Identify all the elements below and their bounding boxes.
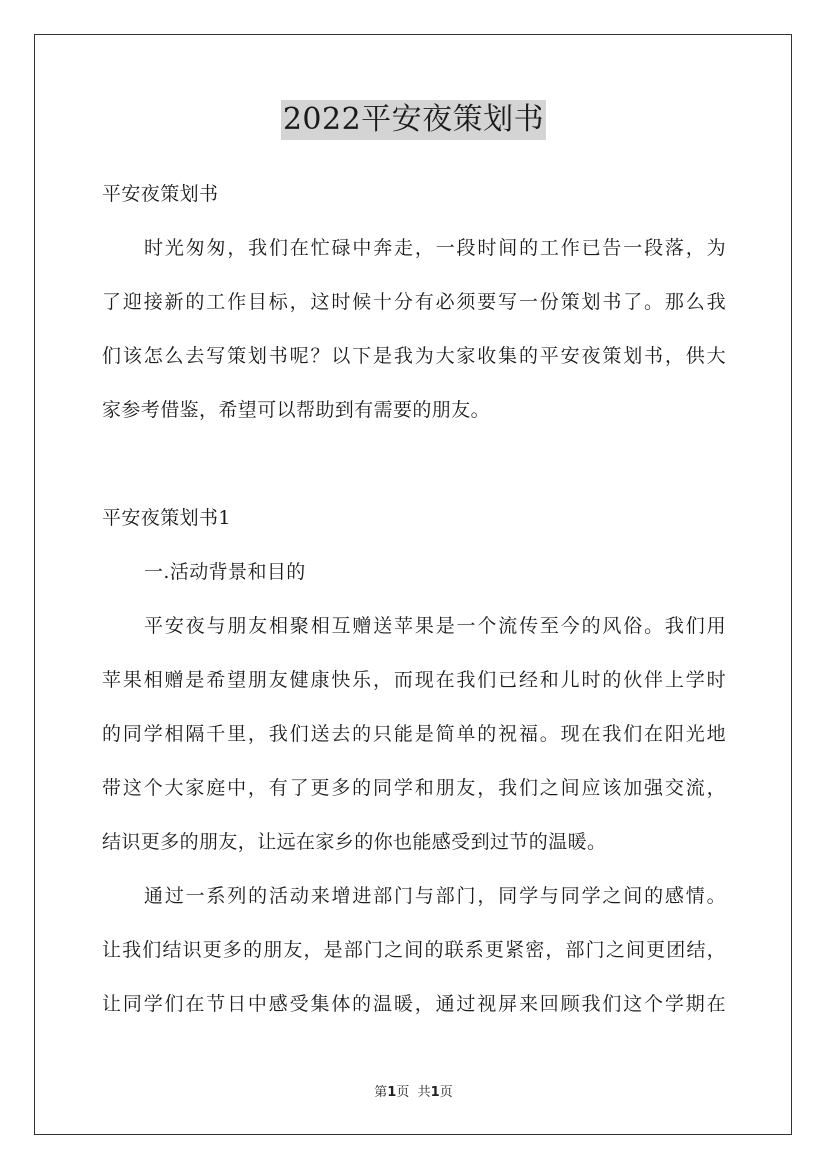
para2-line-1: 通过一系列的活动来增进部门与部门，同学与同学之间的感情。 (144, 885, 726, 907)
page-footer (0, 1084, 827, 1102)
para1-line-2: 苹果相赠是希望朋友健康快乐，而现在我们已经和儿时的伙伴上学时 (102, 669, 726, 691)
footer-page-number: 1 (387, 1085, 397, 1100)
document-title: 2022平安夜策划书 (281, 100, 546, 140)
footer-total-unit: 页 (439, 1085, 453, 1100)
para1-line-5: 结识更多的朋友，让远在家乡的你也能感受到过节的温暖。 (102, 831, 607, 853)
section-title-background: 一.活动背景和目的 (144, 561, 306, 583)
para1-line-4: 带这个大家庭中，有了更多的同学和朋友，我们之间应该加强交流， (102, 777, 726, 799)
intro-line-3: 们该怎么去写策划书呢？以下是我为大家收集的平安夜策划书，供大 (102, 345, 726, 367)
footer-total-prefix: 共 (417, 1085, 431, 1100)
para2-line-3: 让同学们在节日中感受集体的温暖，通过视屏来回顾我们这个学期在 (102, 993, 726, 1015)
intro-line-2: 了迎接新的工作目标，这时候十分有必须要写一份策划书了。那么我 (102, 291, 726, 313)
footer-total-number: 1 (430, 1085, 440, 1100)
footer-prefix: 第 (374, 1085, 388, 1100)
footer-page-unit: 页 (396, 1085, 410, 1100)
para2-line-2: 让我们结识更多的朋友，是部门之间的联系更紧密，部门之间更团结， (102, 939, 726, 961)
heading-plan: 平安夜策划书 (102, 183, 219, 205)
heading-plan-1: 平安夜策划书1 (102, 507, 231, 529)
para1-line-3: 的同学相隔千里，我们送去的只能是简单的祝福。现在我们在阳光地 (102, 723, 726, 745)
para1-line-1: 平安夜与朋友相聚相互赠送苹果是一个流传至今的风俗。我们用 (144, 615, 726, 637)
intro-line-1: 时光匆匆，我们在忙碌中奔走，一段时间的工作已告一段落，为 (144, 237, 726, 259)
intro-line-4: 家参考借鉴，希望可以帮助到有需要的朋友。 (102, 399, 491, 421)
title-container (0, 100, 827, 140)
